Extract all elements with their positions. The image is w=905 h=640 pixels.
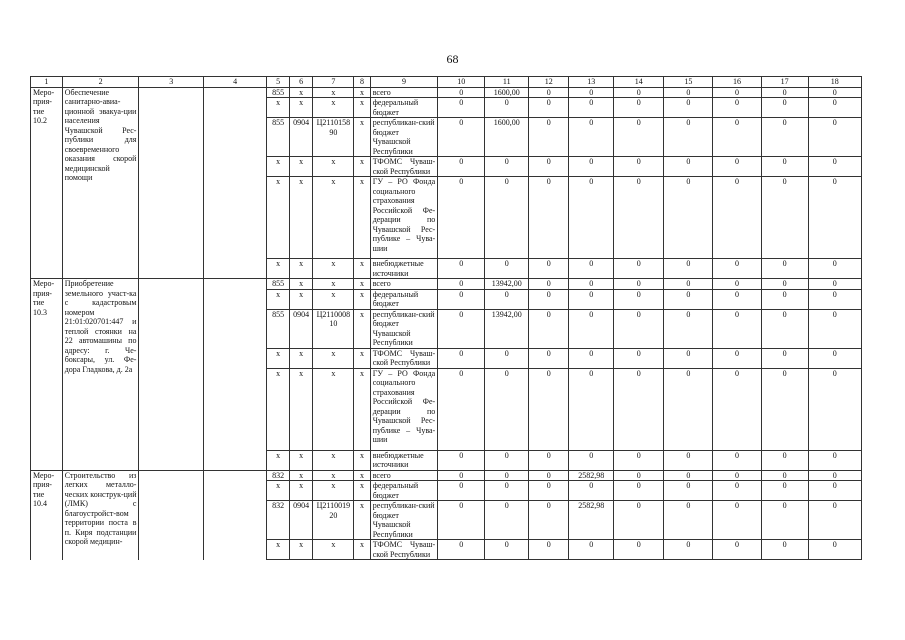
funding-value: 1600,00 [485, 118, 529, 157]
target-article-code: x [313, 289, 354, 309]
funding-value: 0 [808, 177, 861, 259]
column-number: 17 [761, 77, 808, 88]
measure-label: Меро-прия-тие 10.3 [31, 279, 63, 471]
funding-value: 0 [438, 309, 485, 348]
funding-value: 0 [614, 157, 664, 177]
column-number: 3 [139, 77, 203, 88]
funding-value: 0 [569, 177, 614, 259]
column-number: 18 [808, 77, 861, 88]
target-article-code: x [313, 450, 354, 470]
funding-value: 0 [614, 177, 664, 259]
section-code: 0904 [289, 501, 313, 540]
section-code: 0904 [289, 118, 313, 157]
measure-label: Меро-прия-тие 10.4 [31, 470, 63, 560]
expense-type-code: x [354, 279, 370, 290]
section-code: x [289, 348, 313, 368]
funding-value: 0 [713, 309, 761, 348]
funding-value: 0 [485, 259, 529, 279]
expense-type-code: x [354, 98, 370, 118]
funding-value: 0 [438, 289, 485, 309]
funding-value: 0 [569, 481, 614, 501]
funding-value: 0 [614, 259, 664, 279]
funding-value: 0 [808, 470, 861, 481]
measure-title: Приобретение земельного участ-ка с кадастровым номером 21:01:020701:447 и теплой стоянки на 22 автомашины по адресу: г. Че-боксары, ул. Фе-дора Гладкова, д. 2а [62, 279, 139, 471]
expense-type-code: x [354, 501, 370, 540]
funding-source: всего [370, 87, 438, 98]
column-number: 2 [62, 77, 139, 88]
grbs-code: x [267, 540, 290, 560]
funding-value: 0 [529, 177, 569, 259]
funding-value: 0 [713, 348, 761, 368]
grbs-code: 832 [267, 501, 290, 540]
target-article-code: x [313, 540, 354, 560]
funding-value: 0 [529, 309, 569, 348]
expense-type-code: x [354, 157, 370, 177]
funding-value: 0 [761, 450, 808, 470]
funding-value: 0 [614, 279, 664, 290]
funding-value: 0 [529, 501, 569, 540]
funding-value: 0 [569, 309, 614, 348]
funding-value: 0 [569, 118, 614, 157]
funding-value: 0 [664, 309, 713, 348]
target-article-code: x [313, 157, 354, 177]
funding-value: 0 [761, 368, 808, 450]
funding-value: 0 [614, 118, 664, 157]
column-number: 8 [354, 77, 370, 88]
funding-value: 0 [485, 348, 529, 368]
funding-value: 0 [438, 87, 485, 98]
grbs-code: 855 [267, 309, 290, 348]
funding-value: 0 [808, 348, 861, 368]
funding-value: 0 [713, 259, 761, 279]
funding-value: 0 [614, 368, 664, 450]
expense-type-code: x [354, 540, 370, 560]
page-number: 68 [446, 52, 459, 66]
funding-source: федеральный бюджет [370, 289, 438, 309]
funding-value: 0 [761, 348, 808, 368]
target-article-code: x [313, 279, 354, 290]
target-article-code: x [313, 348, 354, 368]
grbs-code: x [267, 481, 290, 501]
funding-value: 0 [529, 118, 569, 157]
funding-value: 0 [808, 368, 861, 450]
funding-value: 0 [485, 540, 529, 560]
expense-type-code: x [354, 259, 370, 279]
column-number-row [31, 77, 862, 88]
funding-value: 0 [485, 470, 529, 481]
funding-value: 0 [569, 157, 614, 177]
funding-value: 0 [713, 450, 761, 470]
funding-value: 0 [529, 98, 569, 118]
grbs-code: 832 [267, 470, 290, 481]
funding-value: 0 [485, 481, 529, 501]
expense-type-code: x [354, 289, 370, 309]
funding-value: 0 [808, 118, 861, 157]
participants-cell [203, 87, 266, 279]
grbs-code: x [267, 368, 290, 450]
target-article-code: Ц2110158 90 [313, 118, 354, 157]
budget-table [30, 76, 862, 560]
funding-value: 0 [808, 289, 861, 309]
funding-value: 0 [438, 501, 485, 540]
funding-value: 0 [713, 157, 761, 177]
section-code: x [289, 481, 313, 501]
funding-value: 0 [808, 259, 861, 279]
funding-value: 0 [808, 540, 861, 560]
funding-value: 0 [569, 368, 614, 450]
grbs-code: x [267, 177, 290, 259]
funding-value: 0 [664, 118, 713, 157]
funding-value: 0 [761, 279, 808, 290]
funding-value: 0 [761, 309, 808, 348]
funding-source: ТФОМС Чуваш-ской Республики [370, 348, 438, 368]
funding-value: 0 [713, 289, 761, 309]
expense-type-code: x [354, 177, 370, 259]
funding-value: 0 [438, 450, 485, 470]
funding-value: 0 [664, 450, 713, 470]
funding-value: 0 [713, 87, 761, 98]
grbs-code: x [267, 98, 290, 118]
funding-value: 0 [569, 98, 614, 118]
measure-title: Строительство из легких металло-ческих конструк-ций (ЛМК) с благоустройст-вом территории поста в п. Киря подстанции скорой медицин- [62, 470, 139, 560]
funding-value: 0 [485, 368, 529, 450]
funding-value: 0 [529, 157, 569, 177]
funding-value: 0 [485, 450, 529, 470]
target-article-code: x [313, 98, 354, 118]
funding-value: 0 [529, 259, 569, 279]
funding-value: 0 [808, 279, 861, 290]
executor-cell [139, 470, 203, 560]
funding-value: 0 [529, 470, 569, 481]
funding-value: 0 [664, 279, 713, 290]
funding-value: 0 [761, 118, 808, 157]
funding-value: 0 [664, 259, 713, 279]
table-row [31, 87, 862, 98]
funding-value: 0 [761, 157, 808, 177]
column-number: 5 [267, 77, 290, 88]
funding-value: 2582,98 [569, 501, 614, 540]
executor-cell [139, 87, 203, 279]
funding-source: всего [370, 279, 438, 290]
column-number: 10 [438, 77, 485, 88]
funding-value: 0 [569, 87, 614, 98]
funding-value: 0 [529, 289, 569, 309]
funding-value: 0 [529, 348, 569, 368]
funding-value: 0 [529, 540, 569, 560]
funding-value: 0 [438, 177, 485, 259]
funding-value: 0 [614, 470, 664, 481]
funding-value: 0 [614, 450, 664, 470]
funding-value: 0 [569, 540, 614, 560]
funding-source: ГУ – РО Фонда социального страхования Российской Фе-дерации по Чувашской Рес-публике – Чува-шии [370, 368, 438, 450]
funding-value: 0 [664, 481, 713, 501]
column-number: 16 [713, 77, 761, 88]
target-article-code: x [313, 259, 354, 279]
grbs-code: x [267, 157, 290, 177]
section-code: 0904 [289, 309, 313, 348]
funding-value: 0 [664, 501, 713, 540]
funding-value: 0 [614, 481, 664, 501]
funding-value: 0 [438, 98, 485, 118]
funding-source: республикан-ский бюджет Чувашской Республики [370, 309, 438, 348]
grbs-code: x [267, 348, 290, 368]
funding-value: 0 [485, 501, 529, 540]
section-code: x [289, 279, 313, 290]
target-article-code: Ц2110019 20 [313, 501, 354, 540]
funding-value: 0 [485, 177, 529, 259]
expense-type-code: x [354, 309, 370, 348]
funding-value: 0 [614, 289, 664, 309]
funding-value: 0 [529, 87, 569, 98]
funding-value: 0 [614, 540, 664, 560]
funding-value: 0 [713, 470, 761, 481]
funding-value: 2582,98 [569, 470, 614, 481]
funding-value: 0 [713, 540, 761, 560]
funding-value: 13942,00 [485, 279, 529, 290]
funding-value: 0 [664, 368, 713, 450]
section-code: x [289, 98, 313, 118]
expense-type-code: x [354, 87, 370, 98]
funding-value: 0 [438, 540, 485, 560]
funding-value: 0 [664, 289, 713, 309]
grbs-code: x [267, 289, 290, 309]
column-number: 7 [313, 77, 354, 88]
funding-value: 0 [485, 289, 529, 309]
measure-title: Обеспечение санитарно-авиа-ционной эвакуа-ции населения Чувашской Рес-публики для своевременного оказания скорой медицинской помощи [62, 87, 139, 279]
grbs-code: 855 [267, 279, 290, 290]
grbs-code: x [267, 450, 290, 470]
expense-type-code: x [354, 450, 370, 470]
funding-value: 0 [569, 348, 614, 368]
funding-value: 0 [761, 98, 808, 118]
funding-value: 0 [713, 501, 761, 540]
funding-source: внебюджетные источники [370, 450, 438, 470]
column-number: 6 [289, 77, 313, 88]
section-code: x [289, 259, 313, 279]
funding-value: 0 [713, 118, 761, 157]
funding-value: 0 [438, 157, 485, 177]
funding-value: 0 [664, 470, 713, 481]
section-code: x [289, 177, 313, 259]
expense-type-code: x [354, 368, 370, 450]
funding-value: 0 [808, 87, 861, 98]
target-article-code: x [313, 87, 354, 98]
funding-value: 0 [614, 348, 664, 368]
funding-value: 0 [761, 540, 808, 560]
funding-value: 0 [529, 450, 569, 470]
funding-source: республикан-ский бюджет Чувашской Республики [370, 501, 438, 540]
funding-value: 0 [614, 501, 664, 540]
table-row [31, 279, 862, 290]
executor-cell [139, 279, 203, 471]
funding-value: 0 [614, 309, 664, 348]
funding-source: внебюджетные источники [370, 259, 438, 279]
funding-value: 0 [808, 309, 861, 348]
section-code: x [289, 87, 313, 98]
section-code: x [289, 540, 313, 560]
expense-type-code: x [354, 118, 370, 157]
funding-value: 0 [713, 98, 761, 118]
section-code: x [289, 450, 313, 470]
funding-value: 0 [569, 450, 614, 470]
funding-value: 0 [614, 87, 664, 98]
funding-value: 0 [664, 177, 713, 259]
funding-value: 0 [529, 481, 569, 501]
funding-value: 0 [438, 348, 485, 368]
funding-value: 0 [808, 98, 861, 118]
grbs-code: x [267, 259, 290, 279]
funding-value: 0 [569, 279, 614, 290]
funding-value: 0 [664, 157, 713, 177]
funding-value: 0 [614, 98, 664, 118]
target-article-code: x [313, 368, 354, 450]
funding-value: 0 [529, 279, 569, 290]
funding-value: 0 [529, 368, 569, 450]
funding-source: республикан-ский бюджет Чувашской Республики [370, 118, 438, 157]
section-code: x [289, 368, 313, 450]
funding-source: федеральный бюджет [370, 98, 438, 118]
funding-value: 0 [761, 501, 808, 540]
section-code: x [289, 289, 313, 309]
column-number: 4 [203, 77, 266, 88]
target-article-code: x [313, 177, 354, 259]
funding-value: 13942,00 [485, 309, 529, 348]
column-number: 1 [31, 77, 63, 88]
funding-value: 0 [664, 98, 713, 118]
column-number: 14 [614, 77, 664, 88]
funding-value: 0 [808, 157, 861, 177]
funding-source: ТФОМС Чуваш-ской Республики [370, 157, 438, 177]
funding-value: 0 [438, 118, 485, 157]
target-article-code: x [313, 470, 354, 481]
funding-source: федеральный бюджет [370, 481, 438, 501]
expense-type-code: x [354, 470, 370, 481]
funding-value: 0 [713, 279, 761, 290]
participants-cell [203, 279, 266, 471]
funding-value: 0 [713, 177, 761, 259]
section-code: x [289, 470, 313, 481]
expense-type-code: x [354, 481, 370, 501]
funding-value: 0 [438, 259, 485, 279]
expense-type-code: x [354, 348, 370, 368]
column-number: 12 [529, 77, 569, 88]
column-number: 15 [664, 77, 713, 88]
funding-value: 0 [808, 501, 861, 540]
grbs-code: 855 [267, 87, 290, 98]
funding-value: 0 [808, 481, 861, 501]
grbs-code: 855 [267, 118, 290, 157]
funding-value: 0 [761, 177, 808, 259]
funding-value: 0 [664, 87, 713, 98]
funding-value: 0 [761, 481, 808, 501]
funding-value: 0 [713, 368, 761, 450]
target-article-code: x [313, 481, 354, 501]
funding-value: 0 [761, 289, 808, 309]
funding-value: 0 [438, 481, 485, 501]
funding-value: 0 [438, 279, 485, 290]
column-number: 13 [569, 77, 614, 88]
funding-value: 0 [485, 98, 529, 118]
column-number: 9 [370, 77, 438, 88]
section-code: x [289, 157, 313, 177]
target-article-code: Ц2110008 10 [313, 309, 354, 348]
funding-value: 0 [761, 259, 808, 279]
column-number: 11 [485, 77, 529, 88]
funding-value: 0 [438, 368, 485, 450]
measure-label: Меро-прия-тие 10.2 [31, 87, 63, 279]
funding-value: 0 [808, 450, 861, 470]
funding-value: 0 [438, 470, 485, 481]
funding-value: 0 [569, 289, 614, 309]
funding-value: 0 [713, 481, 761, 501]
funding-value: 0 [761, 470, 808, 481]
funding-value: 0 [664, 348, 713, 368]
funding-source: ТФОМС Чуваш-ской Республики [370, 540, 438, 560]
funding-source: ГУ – РО Фонда социального страхования Российской Фе-дерации по Чувашской Рес-публике – Чува-шии [370, 177, 438, 259]
funding-value: 0 [485, 157, 529, 177]
table-row [31, 470, 862, 481]
funding-value: 0 [664, 540, 713, 560]
funding-source: всего [370, 470, 438, 481]
funding-value: 1600,00 [485, 87, 529, 98]
participants-cell [203, 470, 266, 560]
funding-value: 0 [569, 259, 614, 279]
funding-value: 0 [761, 87, 808, 98]
